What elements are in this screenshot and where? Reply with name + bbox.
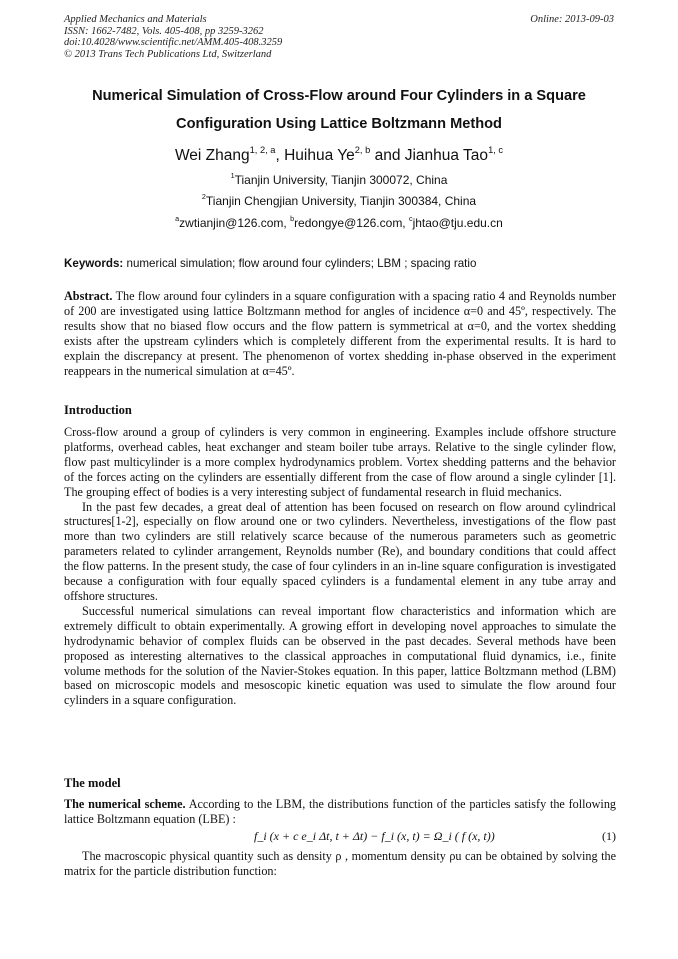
subsection-label: The numerical scheme. [64,797,186,811]
affiliation-sup: 1 [230,171,235,181]
journal-name: Applied Mechanics and Materials [64,14,207,25]
copyright: © 2013 Trans Tech Publications Ltd, Switzerland [64,48,272,60]
affiliation-2 [0,193,678,208]
author-sup: 1, 2, a [249,145,276,156]
affiliation-text: Tianjin University, Tianjin 300072, China [234,173,448,187]
doi: doi:10.4028/www.scientific.net/AMM.405-408.3259 [64,37,283,49]
author-name: , Huihua Ye [275,147,355,165]
author-emails [0,215,678,230]
author-name: Wei Zhang [174,147,250,165]
abstract [64,289,616,378]
paragraph: Cross-flow around a group of cylinders is very common in engineering. Examples include offshore structure platforms, overhead cables, heat exchanger and steam boiler tube arrays. Relative to the single cylinder flow, flow past multicylinder is a more complex hydrodynamics problem. Vortex shedding patterns and the behavior of the forces acting on the cylinders are essentially different from the case of flow around a single cylinder [1]. The grouping effect of bodies is a very interesting subject of fundamental research in fluid mechanics. [64,425,616,499]
affiliation-1 [0,172,678,187]
abstract-text: The flow around four cylinders in a square configuration with a spacing ratio 4 and Reynolds number of 200 are investigated using lattice Boltzmann method for angles of incidence α=0 and 45º, respectively. The results show that no biased flow occurs and the flow pattern is symmetrical at α=0, and the vortex shedding exists after the upstream cylinders which is completely different from the experimental results. It is hard to explain the discrepancy at present. The phenomenon of vortex shedding in-phase observed in the experiment reappears in the numerical simulation at α=45º. [64,289,616,378]
keywords-label: Keywords: [64,257,124,270]
email: zwtianjin@126.com, [179,216,291,230]
affiliation-sup: 2 [201,192,206,202]
equation-formula: f_i (x + c e_i Δt, t + Δt) − f_i (x, t) = Ω_i ( f (x, t)) [254,829,495,843]
equation-1 [64,829,616,845]
abstract-label: Abstract. [64,289,113,303]
paper-title-line-2: Configuration Using Lattice Boltzmann Method [176,116,502,132]
model-after-equation: The macroscopic physical quantity such as density ρ , momentum density ρu can be obtained by solving the matrix for the particle distribution function: [64,849,616,878]
email-sup: c [408,214,413,224]
introduction-body [64,425,616,708]
journal-meta [64,14,282,60]
paper-title-line-1: Numerical Simulation of Cross-Flow around Four Cylinders in a Square [92,88,586,104]
email: jhtao@tju.edu.cn [412,216,503,230]
online-date: Online: 2013-09-03 [530,14,614,25]
paragraph: In the past few decades, a great deal of attention has been focused on research on flow around cylindrical structures[1-2], especially on flow around one or two cylinders. Nevertheless, investigations of the flow past more than two cylinders are still relatively scarce because of the numerous parameters such as geometric parameters related to cylinder arrangement, Reynolds number (Re), and boundary conditions that could affect the flow patterns. In the present study, the case of four cylinders in an in-line square configuration is investigated because a configuration with four equally spaced cylinders is a fundamental element in any tube array and offshore structures. [64,499,616,603]
email-sup: b [290,214,295,224]
section-heading-introduction: Introduction [64,403,132,417]
affiliation-text: Tianjin Chengjian University, Tianjin 300384, China [205,194,477,208]
issn: ISSN: 1662-7482, Vols. 405-408, pp 3259-3262 [64,25,264,37]
email-sup: a [175,214,180,224]
author-list [0,146,678,165]
model-intro [64,797,616,827]
email: redongye@126.com, [294,216,409,230]
paragraph: Successful numerical simulations can reveal important flow characteristics and information which are extremely difficult to obtain experimentally. A growing effort in developing novel approaches to simulate the hydrodynamic behavior of complex fluids can be observed in the past decades. Several methods have been proposed as interesting alternatives to the classical approaches in computational fluid dynamics, i.e., finite volume methods for the solution of the Navier-Stokes equation. In this paper, lattice Boltzmann method (LBM) based on microscopic models and mesoscopic kinetic equation was used to simulate the flow around four cylinders in a square configuration. [64,603,616,708]
author-name: and Jianhua Tao [370,147,489,165]
author-sup: 2, b [354,145,371,156]
author-sup: 1, c [488,145,504,156]
section-heading-model: The model [64,776,121,790]
model-text: According to the LBM, the distributions function of the particles satisfy the following lattice Boltzmann equation (LBE) : [64,797,617,826]
keywords-text: numerical simulation; flow around four cylinders; LBM ; spacing ratio [123,257,477,270]
keywords [64,257,616,270]
equation-number: (1) [602,829,616,843]
